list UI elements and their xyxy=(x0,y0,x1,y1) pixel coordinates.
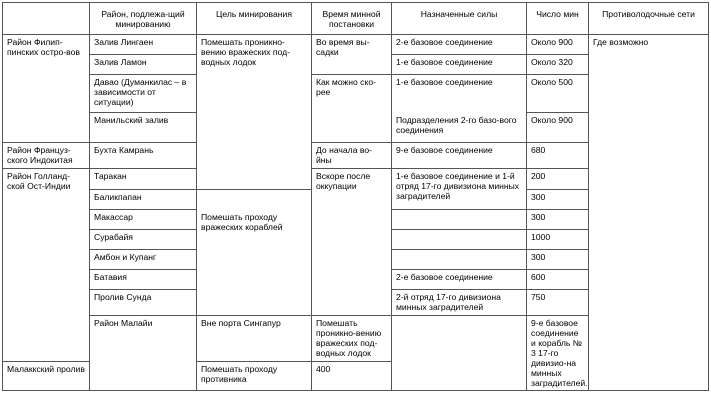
time-cell: Вскоре после оккупации xyxy=(312,169,392,316)
count-cell: Около 900 xyxy=(527,113,589,143)
header-forces: Назначенные силы xyxy=(392,3,527,35)
count-cell: Около 500 xyxy=(527,75,589,113)
area-cell: Вне порта Сингапур xyxy=(197,316,312,362)
forces-cell: 9-е базовое соединение xyxy=(392,143,527,169)
region-cell: Район Малайи xyxy=(90,316,197,391)
count-cell: Около 320 xyxy=(527,55,589,75)
count-cell: 680 xyxy=(527,143,589,169)
count-cell: 200 xyxy=(527,169,589,190)
time-cell: Во время вы-садки xyxy=(312,35,392,75)
header-row xyxy=(3,3,709,35)
area-cell: Залив Лингаен xyxy=(90,35,197,55)
forces-cell: 1-е базовое соединение и 1-й отряд 17-го дивизиона минных заградителей xyxy=(392,169,527,210)
area-cell: Баликпапан xyxy=(90,190,197,210)
purpose-cell-empty xyxy=(197,75,312,190)
area-cell: Батавия xyxy=(90,270,197,290)
header-purpose: Цель минирования xyxy=(197,3,312,35)
purpose-cell: Помешать проникно-вению вражеских под-водных лодок xyxy=(312,316,392,362)
region-cell: Район Филип-пинских остро-вов xyxy=(3,35,90,143)
region-cell: Район Француз-ского Индокитая xyxy=(3,143,90,169)
forces-cell: 1-е базовое соединение xyxy=(392,75,527,113)
header-time: Время минной постановки xyxy=(312,3,392,35)
count-cell: 300 xyxy=(527,250,589,270)
header-region xyxy=(3,3,90,35)
forces-cell: Подразделения 2-го базо-вого соединения xyxy=(392,113,527,143)
count-cell: 300 xyxy=(527,210,589,230)
forces-cell-empty xyxy=(392,250,527,270)
forces-cell: 9-е базовое соединение и корабль № 3 17-го дивизио-на минных заградителей. xyxy=(527,316,589,391)
area-cell: Таракан xyxy=(90,169,197,190)
forces-cell: 2-й отряд 17-го дивизиона минных заградителей xyxy=(392,290,527,316)
time-cell: Как можно ско-рее xyxy=(312,75,392,143)
count-cell: 300 xyxy=(527,190,589,210)
table-row xyxy=(3,35,709,55)
forces-cell: 2-е базовое соединение xyxy=(392,35,527,55)
header-area: Район, подлежа-щий минированию xyxy=(90,3,197,35)
region-cell: Район Голланд-ской Ост-Индии xyxy=(3,169,90,362)
time-cell-empty xyxy=(392,316,527,391)
area-cell: Сурабайя xyxy=(90,230,197,250)
area-cell: Бухта Камрань xyxy=(90,143,197,169)
forces-cell-empty xyxy=(392,210,527,230)
purpose-cell: Помешать проникно-вению вражеских под-водных лодок xyxy=(197,35,312,75)
nets-cell: Где возможно xyxy=(589,35,709,391)
count-cell: 400 xyxy=(312,362,392,391)
count-cell: Около 900 xyxy=(527,35,589,55)
purpose-cell-empty xyxy=(197,190,312,210)
forces-cell: 2-е базовое соединение xyxy=(392,270,527,290)
area-cell: Пролив Сунда xyxy=(90,290,197,316)
area-cell: Залив Ламон xyxy=(90,55,197,75)
area-cell: Макассар xyxy=(90,210,197,230)
forces-cell-empty xyxy=(392,230,527,250)
area-cell: Малаккский пролив xyxy=(3,362,90,391)
mine-laying-table xyxy=(2,2,709,391)
count-cell: 600 xyxy=(527,270,589,290)
area-cell: Давао (Думанкилас – в зависимости от ситуации) xyxy=(90,75,197,113)
time-cell: До начала во-йны xyxy=(312,143,392,169)
purpose-cell: Помешать проходу вражеских кораблей xyxy=(197,210,312,316)
forces-cell: 1-е базовое соединение xyxy=(392,55,527,75)
count-cell: 750 xyxy=(527,290,589,316)
header-nets: Противолодочные сети xyxy=(589,3,709,35)
count-cell: 1000 xyxy=(527,230,589,250)
header-count: Число мин xyxy=(527,3,589,35)
area-cell: Амбон и Купанг xyxy=(90,250,197,270)
purpose-cell: Помешать проходу противника xyxy=(197,362,312,391)
area-cell: Манильский залив xyxy=(90,113,197,143)
